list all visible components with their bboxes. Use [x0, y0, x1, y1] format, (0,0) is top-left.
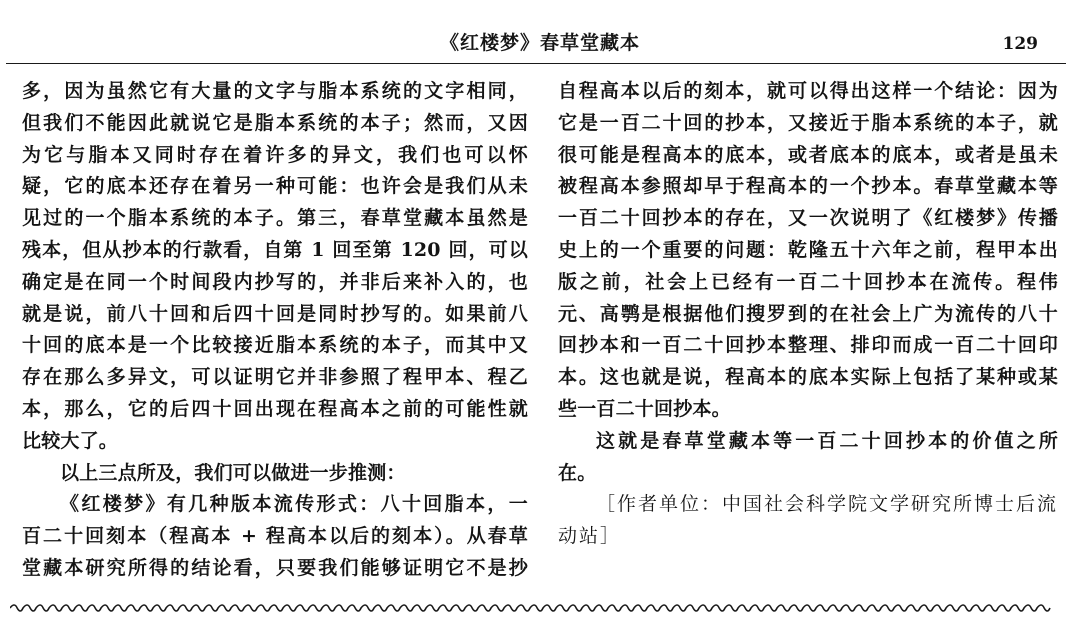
running-title: 《红楼梦》春草堂藏本 [439, 32, 640, 54]
text-line: 疑，它的底本还存在着另一种可能：也许会是我们从未 [22, 175, 528, 198]
decorative-footer-border [10, 600, 1060, 616]
text-line: 被程高本参照却早于程高本的一个抄本。春草堂藏本等 [558, 175, 1058, 198]
page-header [0, 0, 1080, 68]
text-line: 堂藏本研究所得的结论看，只要我们能够证明它不是抄 [22, 556, 528, 579]
text-line: 这就是春草堂藏本等一百二十回抄本的价值之所 [596, 429, 1058, 452]
text-line: 回抄本和一百二十回抄本整理、排印而成一百二十回印 [558, 334, 1058, 357]
text-line: 元、高鹗是根据他们搜罗到的在社会上广为流传的八十 [558, 302, 1058, 325]
text-line: 史上的一个重要的问题：乾隆五十六年之前，程甲本出 [558, 238, 1058, 261]
text-line: 为它与脂本又同时存在着许多的异文，我们也可以怀 [22, 143, 528, 166]
text-line: 很可能是程高本的底本，或者底本的底本，或者是虽未 [558, 143, 1058, 166]
text-line: 百二十回刻本（程高本 + 程高本以后的刻本）。从春草 [22, 525, 528, 548]
text-line: 但我们不能因此就说它是脂本系统的本子；然而，又因 [22, 111, 528, 134]
text-line: 自程高本以后的刻本，就可以得出这样一个结论：因为 [558, 80, 1058, 102]
text-line: 在。 [558, 461, 597, 484]
text-line: 确定是在同一个时间段内抄写的，并非后来补入的，也 [22, 270, 528, 293]
text-line: 本，那么，它的后四十回出现在程高本之前的可能性就 [22, 397, 528, 420]
text-line: 些一百二十回抄本。 [558, 397, 731, 420]
text-line: 以上三点所及，我们可以做进一步推测： [60, 461, 406, 484]
text-line: 残本，但从抄本的行款看，自第 1 回至第 120 回，可以 [22, 238, 528, 261]
text-line: 《红楼梦》有几种版本流传形式：八十回脂本，一 [60, 493, 528, 516]
text-line: 它是一百二十回的抄本，又接近于脂本系统的本子，就 [558, 111, 1058, 134]
left-column [22, 76, 528, 585]
text-line: 存在那么多异文，可以证明它并非参照了程甲本、程乙 [22, 366, 528, 389]
right-column [558, 76, 1058, 553]
text-line: 见过的一个脂本系统的本子。第三，春草堂藏本虽然是 [22, 207, 528, 230]
text-line: 比较大了。 [22, 429, 119, 452]
header-rule [6, 63, 1066, 64]
text-line: 多，因为虽然它有大量的文字与脂本系统的文字相同， [22, 80, 528, 102]
text-line: 十回的底本是一个比较接近脂本系统的本子，而其中又 [22, 334, 528, 357]
text-line: 就是说，前八十回和后四十回是同时抄写的。如果前八 [22, 302, 528, 325]
page-number: 129 [1002, 34, 1038, 54]
author-affiliation: ［作者单位：中国社会科学院文学研究所博士后流 [596, 493, 1058, 516]
text-line: 本。这也就是说，程高本的底本实际上包括了某种或某 [558, 366, 1058, 389]
author-affiliation: 动站］ [558, 525, 622, 548]
text-line: 一百二十回抄本的存在，又一次说明了《红楼梦》传播 [558, 207, 1058, 230]
text-line: 版之前，社会上已经有一百二十回抄本在流传。程伟 [558, 270, 1058, 293]
